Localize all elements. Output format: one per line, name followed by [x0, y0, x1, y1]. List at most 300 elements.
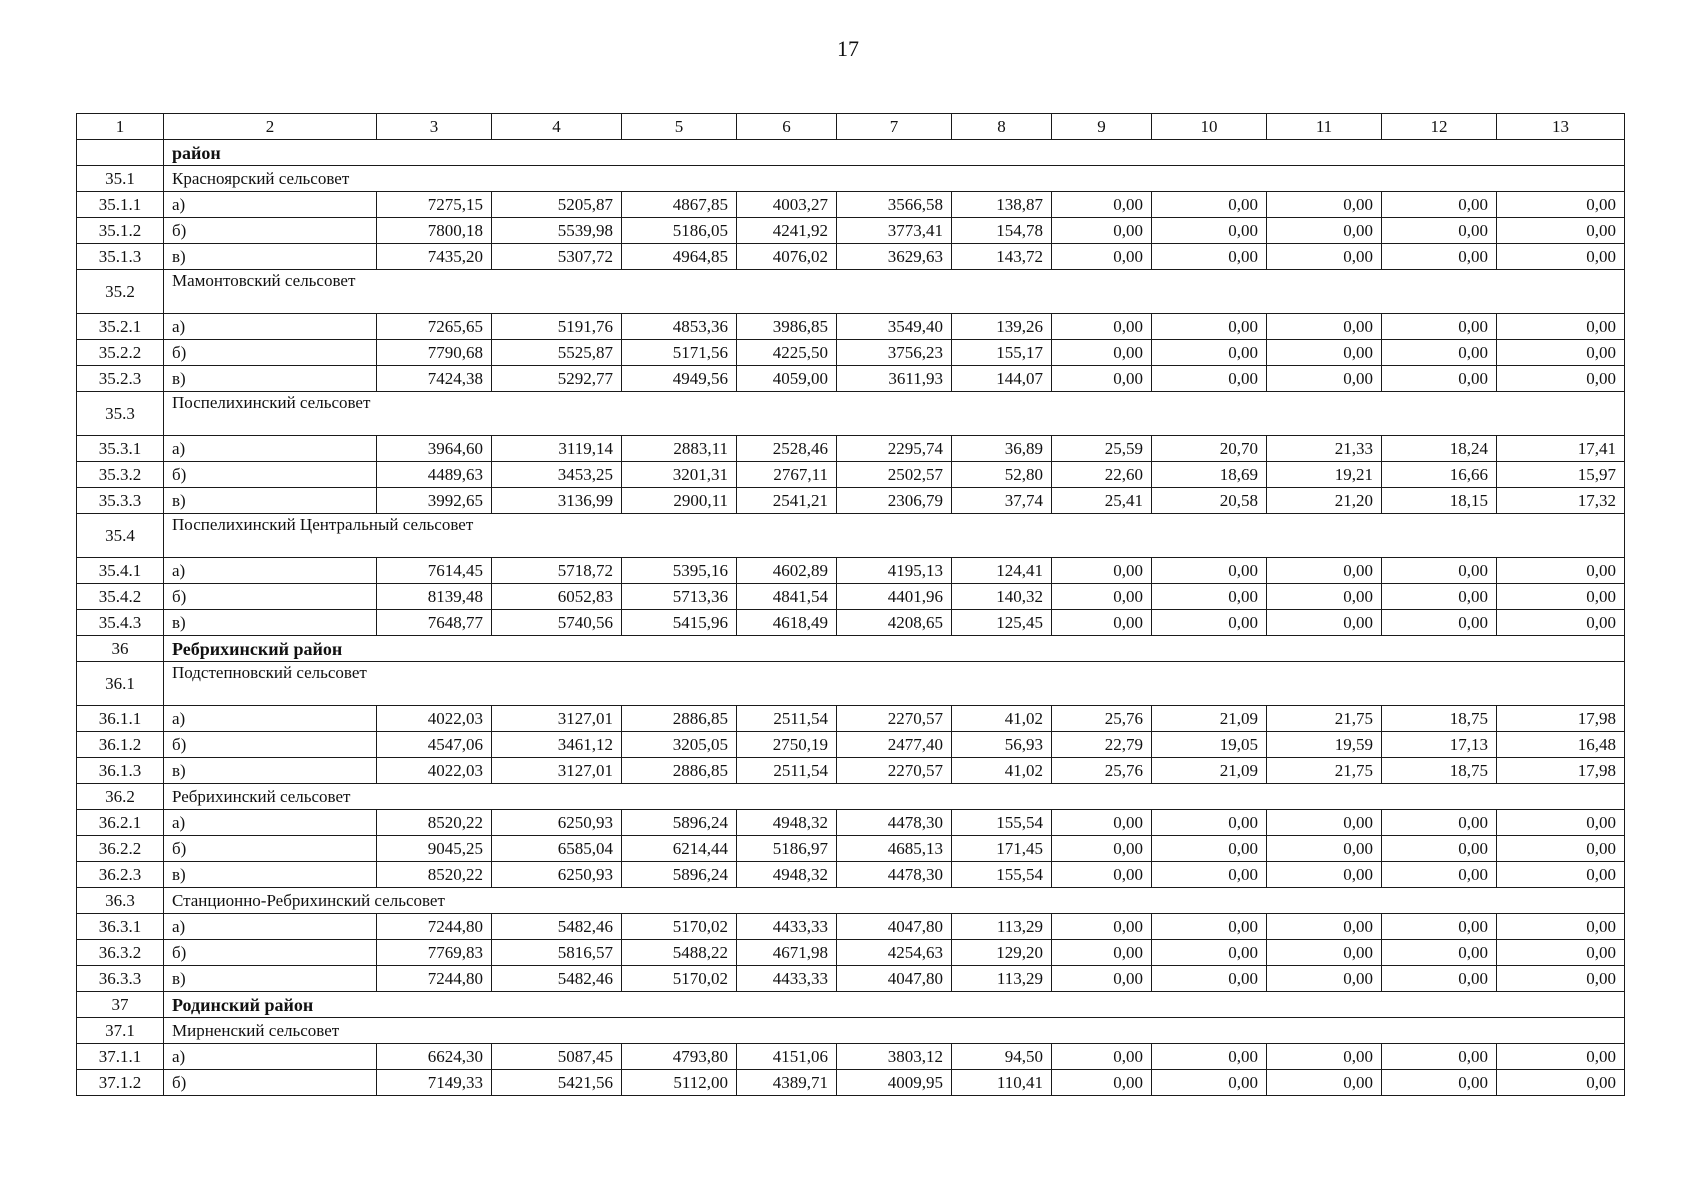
value-cell: 3611,93: [837, 366, 952, 392]
row-label-cell: б): [164, 218, 377, 244]
row-code-cell: 36.3.2: [77, 940, 164, 966]
value-cell: 7648,77: [377, 610, 492, 636]
value-cell: 5170,02: [622, 914, 737, 940]
council-name: Ребрихинский сельсовет: [164, 784, 1625, 810]
value-cell: 3549,40: [837, 314, 952, 340]
value-cell: 3629,63: [837, 244, 952, 270]
value-cell: 4547,06: [377, 732, 492, 758]
value-cell: 5186,05: [622, 218, 737, 244]
value-cell: 5539,98: [492, 218, 622, 244]
value-cell: 17,13: [1382, 732, 1497, 758]
row-code-cell: 35.1.2: [77, 218, 164, 244]
value-cell: 7614,45: [377, 558, 492, 584]
row-label-cell: в): [164, 758, 377, 784]
table-row: [77, 488, 1625, 514]
value-cell: 15,97: [1497, 462, 1625, 488]
table-row: [77, 244, 1625, 270]
value-cell: 0,00: [1052, 914, 1152, 940]
value-cell: 0,00: [1267, 1070, 1382, 1096]
value-cell: 2528,46: [737, 436, 837, 462]
value-cell: 17,41: [1497, 436, 1625, 462]
district-heading-row: [77, 140, 1625, 166]
value-cell: 0,00: [1052, 584, 1152, 610]
column-number-cell: 5: [622, 114, 737, 140]
row-code-cell: 36: [77, 636, 164, 662]
value-cell: 5170,02: [622, 966, 737, 992]
column-number-cell: 7: [837, 114, 952, 140]
value-cell: 2883,11: [622, 436, 737, 462]
table-row: [77, 314, 1625, 340]
value-cell: 0,00: [1497, 810, 1625, 836]
table-row: [77, 366, 1625, 392]
value-cell: 4009,95: [837, 1070, 952, 1096]
row-code-cell: 36.2.1: [77, 810, 164, 836]
row-code-cell: 37.1.1: [77, 1044, 164, 1070]
value-cell: 0,00: [1152, 862, 1267, 888]
value-cell: 110,41: [952, 1070, 1052, 1096]
value-cell: 4151,06: [737, 1044, 837, 1070]
value-cell: 0,00: [1152, 966, 1267, 992]
row-code-cell: 35.1.3: [77, 244, 164, 270]
value-cell: 7244,80: [377, 914, 492, 940]
row-code-cell: 35.2.3: [77, 366, 164, 392]
value-cell: 7800,18: [377, 218, 492, 244]
value-cell: 2511,54: [737, 758, 837, 784]
value-cell: 6250,93: [492, 810, 622, 836]
district-heading-row: [77, 636, 1625, 662]
table-row: [77, 966, 1625, 992]
value-cell: 0,00: [1267, 558, 1382, 584]
value-cell: 25,76: [1052, 758, 1152, 784]
value-cell: 0,00: [1382, 836, 1497, 862]
value-cell: 19,21: [1267, 462, 1382, 488]
value-cell: 4047,80: [837, 914, 952, 940]
value-cell: 20,70: [1152, 436, 1267, 462]
value-cell: 2750,19: [737, 732, 837, 758]
table-row: [77, 558, 1625, 584]
value-cell: 25,41: [1052, 488, 1152, 514]
value-cell: 0,00: [1497, 1044, 1625, 1070]
district-heading-row: [77, 992, 1625, 1018]
value-cell: 4964,85: [622, 244, 737, 270]
value-cell: 143,72: [952, 244, 1052, 270]
value-cell: 0,00: [1267, 314, 1382, 340]
value-cell: 5087,45: [492, 1044, 622, 1070]
column-number-cell: 1: [77, 114, 164, 140]
row-label-cell: а): [164, 558, 377, 584]
value-cell: 4793,80: [622, 1044, 737, 1070]
value-cell: 4948,32: [737, 862, 837, 888]
row-code-cell: 35.2.1: [77, 314, 164, 340]
value-cell: 0,00: [1152, 366, 1267, 392]
value-cell: 0,00: [1052, 610, 1152, 636]
row-label-cell: б): [164, 732, 377, 758]
value-cell: 5525,87: [492, 340, 622, 366]
value-cell: 7149,33: [377, 1070, 492, 1096]
value-cell: 0,00: [1497, 966, 1625, 992]
value-cell: 0,00: [1267, 366, 1382, 392]
value-cell: 0,00: [1267, 192, 1382, 218]
value-cell: 4389,71: [737, 1070, 837, 1096]
value-cell: 4433,33: [737, 914, 837, 940]
row-label-cell: а): [164, 706, 377, 732]
row-code-cell: 35.3: [77, 392, 164, 436]
row-label-cell: а): [164, 436, 377, 462]
value-cell: 113,29: [952, 914, 1052, 940]
council-name: Поспелихинский Центральный сельсовет: [164, 514, 1625, 558]
column-number-cell: 9: [1052, 114, 1152, 140]
row-code-cell: 36.1: [77, 662, 164, 706]
value-cell: 21,09: [1152, 706, 1267, 732]
value-cell: 2767,11: [737, 462, 837, 488]
column-number-cell: 4: [492, 114, 622, 140]
value-cell: 0,00: [1052, 966, 1152, 992]
value-cell: 0,00: [1497, 192, 1625, 218]
table-row: [77, 732, 1625, 758]
table-row: [77, 706, 1625, 732]
value-cell: 4208,65: [837, 610, 952, 636]
value-cell: 5191,76: [492, 314, 622, 340]
value-cell: 20,58: [1152, 488, 1267, 514]
value-cell: 0,00: [1152, 1070, 1267, 1096]
value-cell: 4401,96: [837, 584, 952, 610]
row-code-cell: 36.2: [77, 784, 164, 810]
council-heading-row: [77, 514, 1625, 558]
table-row: [77, 610, 1625, 636]
council-heading-row: [77, 270, 1625, 314]
row-code-cell: 36.2.2: [77, 836, 164, 862]
table-body: [77, 114, 1625, 1096]
value-cell: 154,78: [952, 218, 1052, 244]
value-cell: 0,00: [1497, 314, 1625, 340]
value-cell: 155,17: [952, 340, 1052, 366]
table-row: [77, 758, 1625, 784]
value-cell: 2886,85: [622, 758, 737, 784]
council-heading-row: [77, 166, 1625, 192]
row-code-cell: 35.4.1: [77, 558, 164, 584]
row-code-cell: 36.3.1: [77, 914, 164, 940]
council-name: Станционно-Ребрихинский сельсовет: [164, 888, 1625, 914]
value-cell: 139,26: [952, 314, 1052, 340]
value-cell: 6052,83: [492, 584, 622, 610]
council-name: Мирненский сельсовет: [164, 1018, 1625, 1044]
value-cell: 0,00: [1267, 940, 1382, 966]
value-cell: 0,00: [1382, 610, 1497, 636]
value-cell: 9045,25: [377, 836, 492, 862]
council-heading-row: [77, 392, 1625, 436]
value-cell: 4022,03: [377, 758, 492, 784]
value-cell: 4949,56: [622, 366, 737, 392]
value-cell: 0,00: [1052, 836, 1152, 862]
value-cell: 18,75: [1382, 706, 1497, 732]
value-cell: 7265,65: [377, 314, 492, 340]
row-code-cell: 35.3.3: [77, 488, 164, 514]
value-cell: 4003,27: [737, 192, 837, 218]
value-cell: 0,00: [1052, 314, 1152, 340]
value-cell: 3773,41: [837, 218, 952, 244]
value-cell: 0,00: [1382, 810, 1497, 836]
row-label-cell: б): [164, 584, 377, 610]
council-heading-row: [77, 1018, 1625, 1044]
row-code-cell: 35.1: [77, 166, 164, 192]
value-cell: 3756,23: [837, 340, 952, 366]
value-cell: 2900,11: [622, 488, 737, 514]
value-cell: 8520,22: [377, 810, 492, 836]
row-code-cell: 36.1.2: [77, 732, 164, 758]
row-label-cell: а): [164, 914, 377, 940]
value-cell: 0,00: [1052, 862, 1152, 888]
value-cell: 0,00: [1052, 810, 1152, 836]
value-cell: 41,02: [952, 758, 1052, 784]
row-label-cell: в): [164, 488, 377, 514]
value-cell: 0,00: [1267, 610, 1382, 636]
value-cell: 0,00: [1052, 366, 1152, 392]
value-cell: 2502,57: [837, 462, 952, 488]
value-cell: 0,00: [1497, 218, 1625, 244]
value-cell: 0,00: [1052, 1070, 1152, 1096]
row-code-cell: 35.3.1: [77, 436, 164, 462]
value-cell: 41,02: [952, 706, 1052, 732]
value-cell: 2886,85: [622, 706, 737, 732]
row-code-cell: 37.1.2: [77, 1070, 164, 1096]
value-cell: 0,00: [1382, 558, 1497, 584]
value-cell: 2270,57: [837, 706, 952, 732]
page-number: 17: [837, 36, 859, 61]
value-cell: 3453,25: [492, 462, 622, 488]
column-number-row: [77, 114, 1625, 140]
column-number-cell: 10: [1152, 114, 1267, 140]
row-code-cell: 37.1: [77, 1018, 164, 1044]
table-row: [77, 436, 1625, 462]
value-cell: 0,00: [1382, 314, 1497, 340]
value-cell: 0,00: [1382, 192, 1497, 218]
council-name: Мамонтовский сельсовет: [164, 270, 1625, 314]
value-cell: 0,00: [1152, 314, 1267, 340]
value-cell: 124,41: [952, 558, 1052, 584]
value-cell: 5896,24: [622, 862, 737, 888]
row-code-cell: 35.4.2: [77, 584, 164, 610]
value-cell: 0,00: [1267, 584, 1382, 610]
row-label-cell: в): [164, 966, 377, 992]
value-cell: 8520,22: [377, 862, 492, 888]
council-name: Красноярский сельсовет: [164, 166, 1625, 192]
value-cell: 0,00: [1382, 366, 1497, 392]
value-cell: 0,00: [1152, 558, 1267, 584]
value-cell: 4254,63: [837, 940, 952, 966]
value-cell: 0,00: [1382, 862, 1497, 888]
value-cell: 16,48: [1497, 732, 1625, 758]
value-cell: 36,89: [952, 436, 1052, 462]
value-cell: 0,00: [1152, 244, 1267, 270]
value-cell: 22,60: [1052, 462, 1152, 488]
value-cell: 0,00: [1267, 810, 1382, 836]
council-name: Поспелихинский сельсовет: [164, 392, 1625, 436]
value-cell: 2270,57: [837, 758, 952, 784]
value-cell: 4867,85: [622, 192, 737, 218]
value-cell: 5740,56: [492, 610, 622, 636]
row-label-cell: б): [164, 462, 377, 488]
value-cell: 0,00: [1267, 862, 1382, 888]
value-cell: 2511,54: [737, 706, 837, 732]
value-cell: 22,79: [1052, 732, 1152, 758]
value-cell: 0,00: [1267, 966, 1382, 992]
value-cell: 171,45: [952, 836, 1052, 862]
value-cell: 0,00: [1152, 836, 1267, 862]
council-heading-row: [77, 784, 1625, 810]
value-cell: 21,33: [1267, 436, 1382, 462]
column-number-cell: 11: [1267, 114, 1382, 140]
value-cell: 5205,87: [492, 192, 622, 218]
value-cell: 5186,97: [737, 836, 837, 862]
row-label-cell: в): [164, 862, 377, 888]
value-cell: 155,54: [952, 862, 1052, 888]
value-cell: 7769,83: [377, 940, 492, 966]
value-cell: 4671,98: [737, 940, 837, 966]
value-cell: 4948,32: [737, 810, 837, 836]
value-cell: 0,00: [1382, 966, 1497, 992]
value-cell: 17,98: [1497, 758, 1625, 784]
table-row: [77, 862, 1625, 888]
value-cell: 4685,13: [837, 836, 952, 862]
value-cell: 3986,85: [737, 314, 837, 340]
value-cell: 37,74: [952, 488, 1052, 514]
value-cell: 2541,21: [737, 488, 837, 514]
value-cell: 7790,68: [377, 340, 492, 366]
value-cell: 5415,96: [622, 610, 737, 636]
table-row: [77, 940, 1625, 966]
row-code-cell: 35.2.2: [77, 340, 164, 366]
value-cell: 5482,46: [492, 914, 622, 940]
row-label-cell: б): [164, 836, 377, 862]
value-cell: 5816,57: [492, 940, 622, 966]
value-cell: 0,00: [1267, 836, 1382, 862]
value-cell: 7244,80: [377, 966, 492, 992]
value-cell: 3119,14: [492, 436, 622, 462]
table-row: [77, 836, 1625, 862]
value-cell: 18,15: [1382, 488, 1497, 514]
row-code-cell: 36.2.3: [77, 862, 164, 888]
value-cell: 140,32: [952, 584, 1052, 610]
row-code-cell: 36.3: [77, 888, 164, 914]
value-cell: 0,00: [1382, 1070, 1497, 1096]
value-cell: 0,00: [1052, 192, 1152, 218]
value-cell: 138,87: [952, 192, 1052, 218]
value-cell: 4241,92: [737, 218, 837, 244]
value-cell: 6585,04: [492, 836, 622, 862]
column-number-cell: 6: [737, 114, 837, 140]
value-cell: 3964,60: [377, 436, 492, 462]
value-cell: 4195,13: [837, 558, 952, 584]
row-label-cell: а): [164, 1044, 377, 1070]
value-cell: 0,00: [1497, 558, 1625, 584]
value-cell: 4841,54: [737, 584, 837, 610]
value-cell: 2477,40: [837, 732, 952, 758]
value-cell: 0,00: [1497, 862, 1625, 888]
value-cell: 5395,16: [622, 558, 737, 584]
row-code-cell: 36.1.3: [77, 758, 164, 784]
value-cell: 3127,01: [492, 758, 622, 784]
value-cell: 56,93: [952, 732, 1052, 758]
value-cell: 155,54: [952, 810, 1052, 836]
row-code-cell: 37: [77, 992, 164, 1018]
row-label-cell: в): [164, 610, 377, 636]
district-name: район: [164, 140, 1625, 166]
value-cell: 17,98: [1497, 706, 1625, 732]
value-cell: 0,00: [1152, 584, 1267, 610]
value-cell: 0,00: [1052, 940, 1152, 966]
value-cell: 5718,72: [492, 558, 622, 584]
row-label-cell: б): [164, 340, 377, 366]
row-label-cell: в): [164, 244, 377, 270]
value-cell: 4076,02: [737, 244, 837, 270]
value-cell: 0,00: [1497, 584, 1625, 610]
row-code-cell: 36.1.1: [77, 706, 164, 732]
value-cell: 94,50: [952, 1044, 1052, 1070]
row-label-cell: б): [164, 1070, 377, 1096]
value-cell: 0,00: [1267, 244, 1382, 270]
value-cell: 7435,20: [377, 244, 492, 270]
value-cell: 0,00: [1052, 558, 1152, 584]
value-cell: 0,00: [1497, 340, 1625, 366]
column-number-cell: 12: [1382, 114, 1497, 140]
value-cell: 19,59: [1267, 732, 1382, 758]
row-label-cell: а): [164, 810, 377, 836]
column-number-cell: 2: [164, 114, 377, 140]
table-row: [77, 914, 1625, 940]
value-cell: 18,69: [1152, 462, 1267, 488]
table-row: [77, 1070, 1625, 1096]
value-cell: 0,00: [1152, 1044, 1267, 1070]
table-row: [77, 1044, 1625, 1070]
value-cell: 0,00: [1382, 244, 1497, 270]
value-cell: 21,75: [1267, 758, 1382, 784]
value-cell: 21,09: [1152, 758, 1267, 784]
row-code-cell: 35.1.1: [77, 192, 164, 218]
value-cell: 3205,05: [622, 732, 737, 758]
value-cell: 0,00: [1382, 1044, 1497, 1070]
value-cell: 5171,56: [622, 340, 737, 366]
value-cell: 0,00: [1382, 940, 1497, 966]
value-cell: 0,00: [1152, 192, 1267, 218]
value-cell: 0,00: [1382, 218, 1497, 244]
row-code-cell: [77, 140, 164, 166]
value-cell: 0,00: [1152, 940, 1267, 966]
tariff-table: [76, 113, 1625, 1096]
value-cell: 25,59: [1052, 436, 1152, 462]
table-row: [77, 462, 1625, 488]
value-cell: 4602,89: [737, 558, 837, 584]
value-cell: 0,00: [1497, 244, 1625, 270]
table-row: [77, 584, 1625, 610]
value-cell: 25,76: [1052, 706, 1152, 732]
value-cell: 4478,30: [837, 810, 952, 836]
council-heading-row: [77, 888, 1625, 914]
value-cell: 0,00: [1382, 914, 1497, 940]
value-cell: 0,00: [1267, 914, 1382, 940]
value-cell: 0,00: [1052, 218, 1152, 244]
value-cell: 0,00: [1267, 218, 1382, 244]
column-number-cell: 3: [377, 114, 492, 140]
row-label-cell: в): [164, 366, 377, 392]
value-cell: 3803,12: [837, 1044, 952, 1070]
value-cell: 0,00: [1152, 218, 1267, 244]
row-code-cell: 35.4.3: [77, 610, 164, 636]
value-cell: 0,00: [1497, 366, 1625, 392]
value-cell: 3201,31: [622, 462, 737, 488]
value-cell: 18,75: [1382, 758, 1497, 784]
value-cell: 3992,65: [377, 488, 492, 514]
district-name: Родинский район: [164, 992, 1625, 1018]
